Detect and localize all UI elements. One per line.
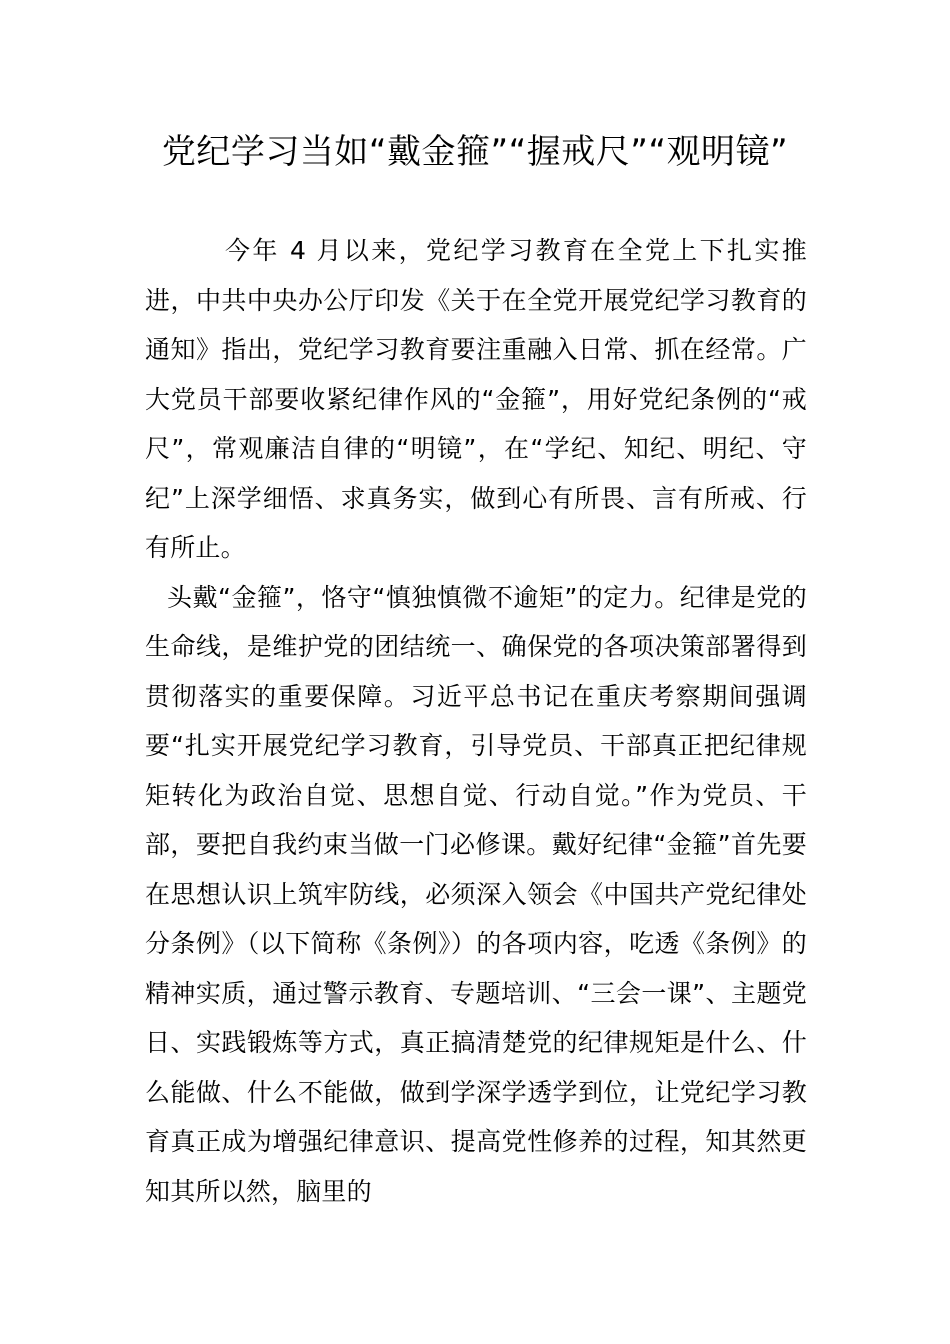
paragraph-intro: 今年 4 月以来，党纪学习教育在全党上下扎实推进，中共中央办公厅印发《关于在全党开展党纪学习教育的通知》指出，党纪学习教育要注重融入日常、抓在经常。广大党员干部要收紧纪律作风的“金箍”，用好党纪条例的“戒尺”，常观廉洁自律的“明镜”，在“学纪、知纪、明纪、守纪”上深学细悟、求真务实，做到心有所畏、言有所戒、行有所止。 bbox=[145, 236, 807, 562]
paragraph-golden-hoop: 头戴“金箍”，恪守“慎独慎微不逾矩”的定力。纪律是党的生命线，是维护党的团结统一、确保党的各项决策部署得到贯彻落实的重要保障。习近平总书记在重庆考察期间强调要“扎实开展党纪学习教育，引导党员、干部真正把纪律规矩转化为政治自觉、思想自觉、行动自觉。”作为党员、干部，要把自我约束当做一门必修课。戴好纪律“金箍”首先要在思想认识上筑牢防线，必须深入领会《中国共产党纪律处分条例》（以下简称《条例》）的各项内容，吃透《条例》的精神实质，通过警示教育、专题培训、“三会一课”、主题党日、实践锻炼等方式，真正搞清楚党的纪律规矩是什么、什么能做、什么不能做，做到学深学透学到位，让党纪学习教育真正成为增强纪律意识、提高党性修养的过程，知其然更知其所以然，脑里的 bbox=[145, 582, 807, 1206]
document-body bbox=[145, 226, 807, 1216]
document-title: 党纪学习当如“戴金箍”“握戒尺”“观明镜” bbox=[161, 132, 789, 172]
